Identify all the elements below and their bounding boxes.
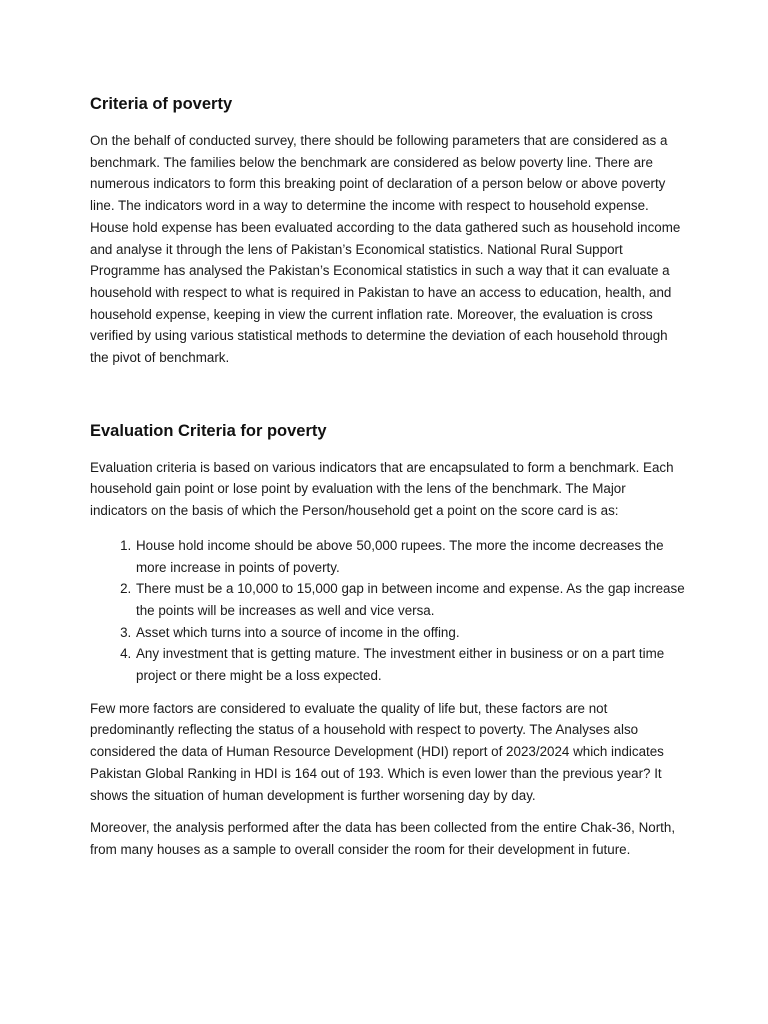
section-heading-evaluation-criteria: Evaluation Criteria for poverty bbox=[90, 421, 327, 440]
paragraph-additional-factors: Few more factors are considered to evaluate the quality of life but, these factors are not predominantly reflecting the status of a household with respect to poverty. The Analyses also considered the data of Human Resource Development (HDI) report of 2023/2024 which indicates Pakistan Global Ranking in HDI is 164 out of 193. Which is even lower than the previous year? It shows the situation of human development is further worsening day by day. bbox=[90, 700, 664, 803]
list-item: 2. There must be a 10,000 to 15,000 gap in between income and expense. As the gap increase the points will be increases as well and vice versa. bbox=[135, 578, 686, 621]
list-item: 1. House hold income should be above 50,000 rupees. The more the income decreases the more increase in points of poverty. bbox=[135, 535, 686, 578]
paragraph-criteria-description: On the behalf of conducted survey, there should be following parameters that are considered as a benchmark. The families below the benchmark are considered as below poverty line. There are numerous indicators to form this breaking point of declaration of a person below or above poverty line. The indicators word in a way to determine the income with respect to household expense. House hold expense has been evaluated according to the data gathered such as household income and analyse it through the lens of Pakistan’s Economical statistics. National Rural Support Programme has analysed the Pakistan’s Economical statistics in such a way that it can evaluate a household with respect to what is required in Pakistan to have an access to education, health, and household expense, keeping in view the current inflation rate. Moreover, the evaluation is cross verified by using various statistical methods to determine the deviation of each household through the pivot of benchmark. bbox=[90, 133, 681, 366]
paragraph-analysis-sample: Moreover, the analysis performed after the data has been collected from the entire Chak-36, North, from many houses as a sample to overall consider the room for their development in future. bbox=[90, 820, 676, 857]
indicator-list bbox=[90, 535, 686, 687]
paragraph-evaluation-intro: Evaluation criteria is based on various indicators that are encapsulated to form a benchmark. Each household gain point or lose point by evaluation with the lens of the benchmark. The Major indicators on the basis of which the Person/household get a point on the score card is as: bbox=[90, 459, 674, 519]
list-item: 4. Any investment that is getting mature. The investment either in business or on a part time project or there might be a loss expected. bbox=[135, 643, 686, 686]
section-heading-criteria-of-poverty: Criteria of poverty bbox=[90, 95, 233, 113]
list-item: 3. Asset which turns into a source of income in the offing. bbox=[135, 622, 686, 644]
document-page bbox=[90, 92, 686, 861]
